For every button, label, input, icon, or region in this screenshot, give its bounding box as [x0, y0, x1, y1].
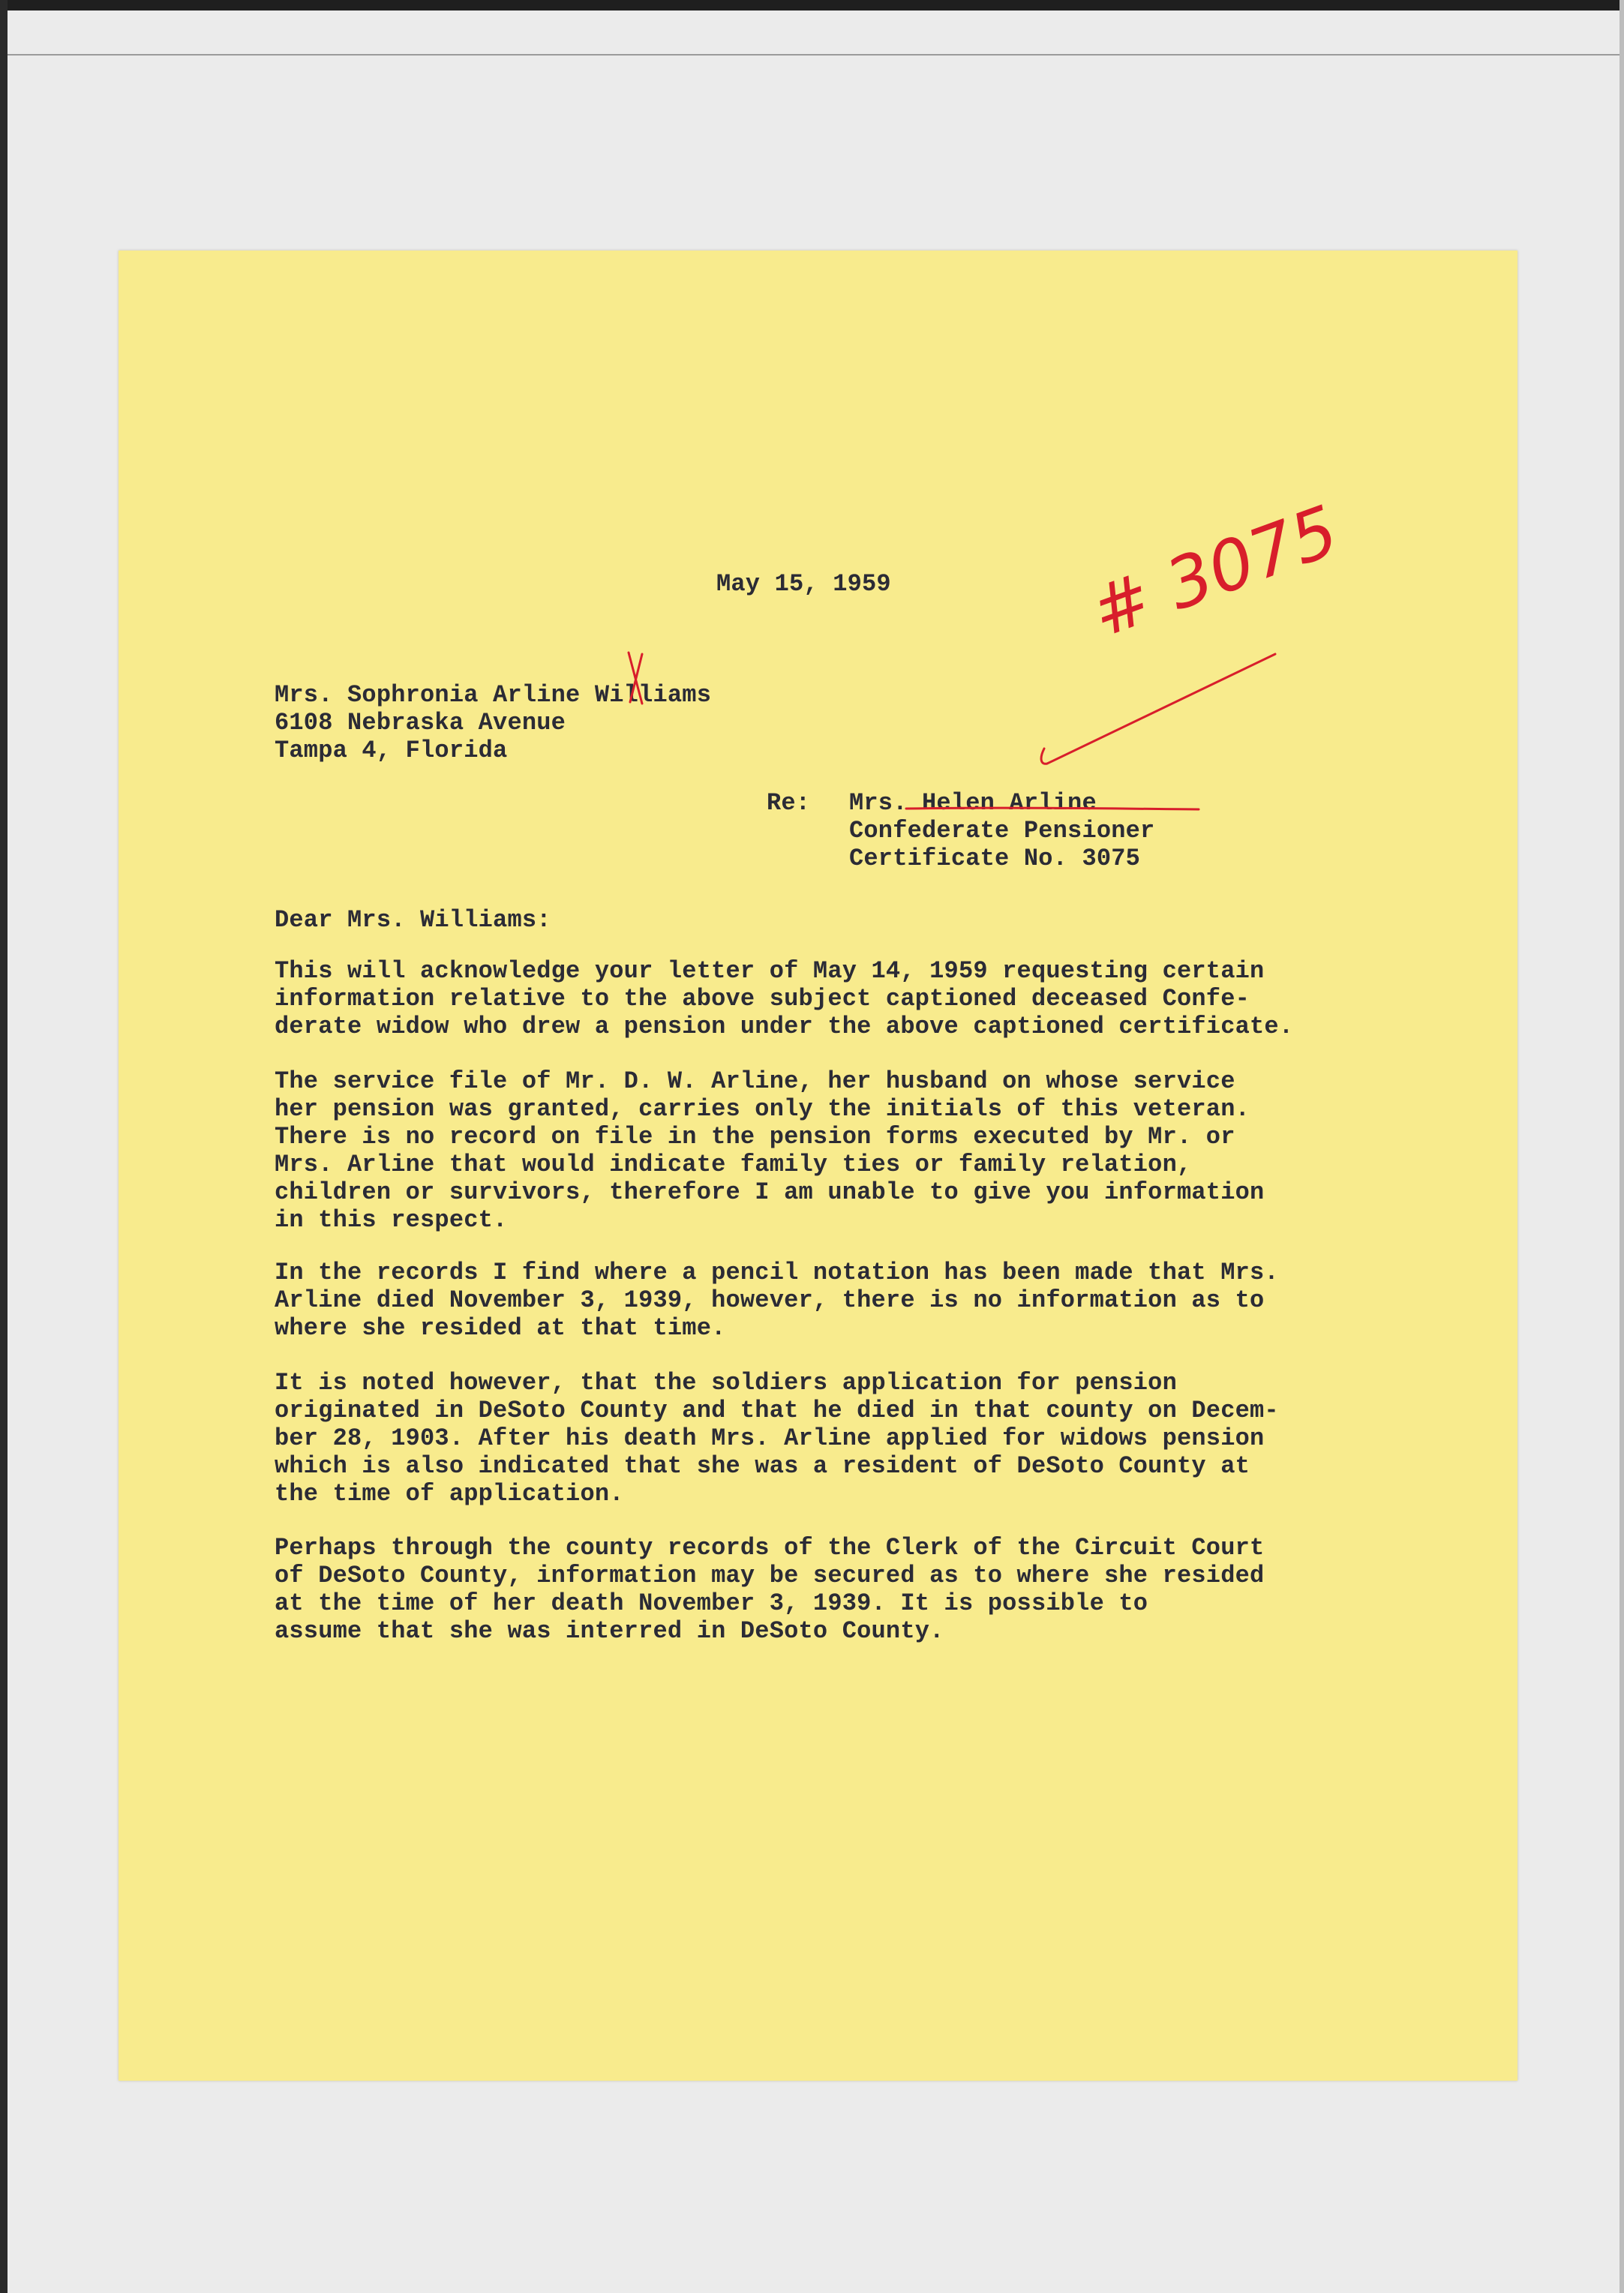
re-subject-status: Confederate Pensioner — [849, 817, 1155, 845]
paragraph-service-file: The service file of Mr. D. W. Arline, her husband on whose service her pension was granted, carries only the initials of this veteran. There is no record on file in the pension forms executed by Mr. or Mrs. Arline that would indicate family ties or family relation, children or survivors, therefore I am unable to give you information in this respect. — [275, 1067, 1265, 1234]
scanner-edge-left — [0, 0, 8, 2293]
recipient-city: Tampa 4, Florida — [275, 737, 508, 764]
paragraph-desoto-county: It is noted however, that the soldiers application for pension originated in DeSoto County and that he died in that county on Decem- ber 28, 1903. After his death Mrs. Arline applied for widows pension which is also indicated that she was a resident of DeSoto County at the time of application. — [275, 1369, 1279, 1508]
salutation: Dear Mrs. Williams: — [275, 906, 551, 934]
recipient-street: 6108 Nebraska Avenue — [275, 709, 566, 737]
handwritten-certificate-number: # 3075 — [1080, 490, 1349, 653]
paragraph-county-records: Perhaps through the county records of the Clerk of the Circuit Court of DeSoto County, information may be secured as to where she resided at the time of her death November 3, 1939. It is possible to assume that she was interred in DeSoto County. — [275, 1534, 1265, 1645]
recipient-address — [275, 681, 711, 764]
scanner-edge-right — [1619, 0, 1624, 2293]
re-subject-name: Mrs. Helen Arline — [849, 789, 1097, 817]
scanner-edge-top — [0, 0, 1624, 11]
recipient-name: Mrs. Sophronia Arline Williams — [275, 681, 712, 709]
re-label: Re: — [767, 789, 811, 817]
paragraph-pencil-notation: In the records I find where a pencil notation has been made that Mrs. Arline died November 3, 1939, however, there is no information as to where she resided at that time. — [275, 1259, 1279, 1342]
re-subject-certificate: Certificate No. 3075 — [849, 845, 1141, 872]
scanner-line — [8, 54, 1619, 56]
paragraph-acknowledgement: This will acknowledge your letter of May 14, 1959 requesting certain information relative to the above subject captioned deceased Confe- derate widow who drew a pension under the above captioned certificate. — [275, 957, 1294, 1040]
letter-date: May 15, 1959 — [716, 570, 891, 598]
re-subject — [849, 789, 1154, 872]
